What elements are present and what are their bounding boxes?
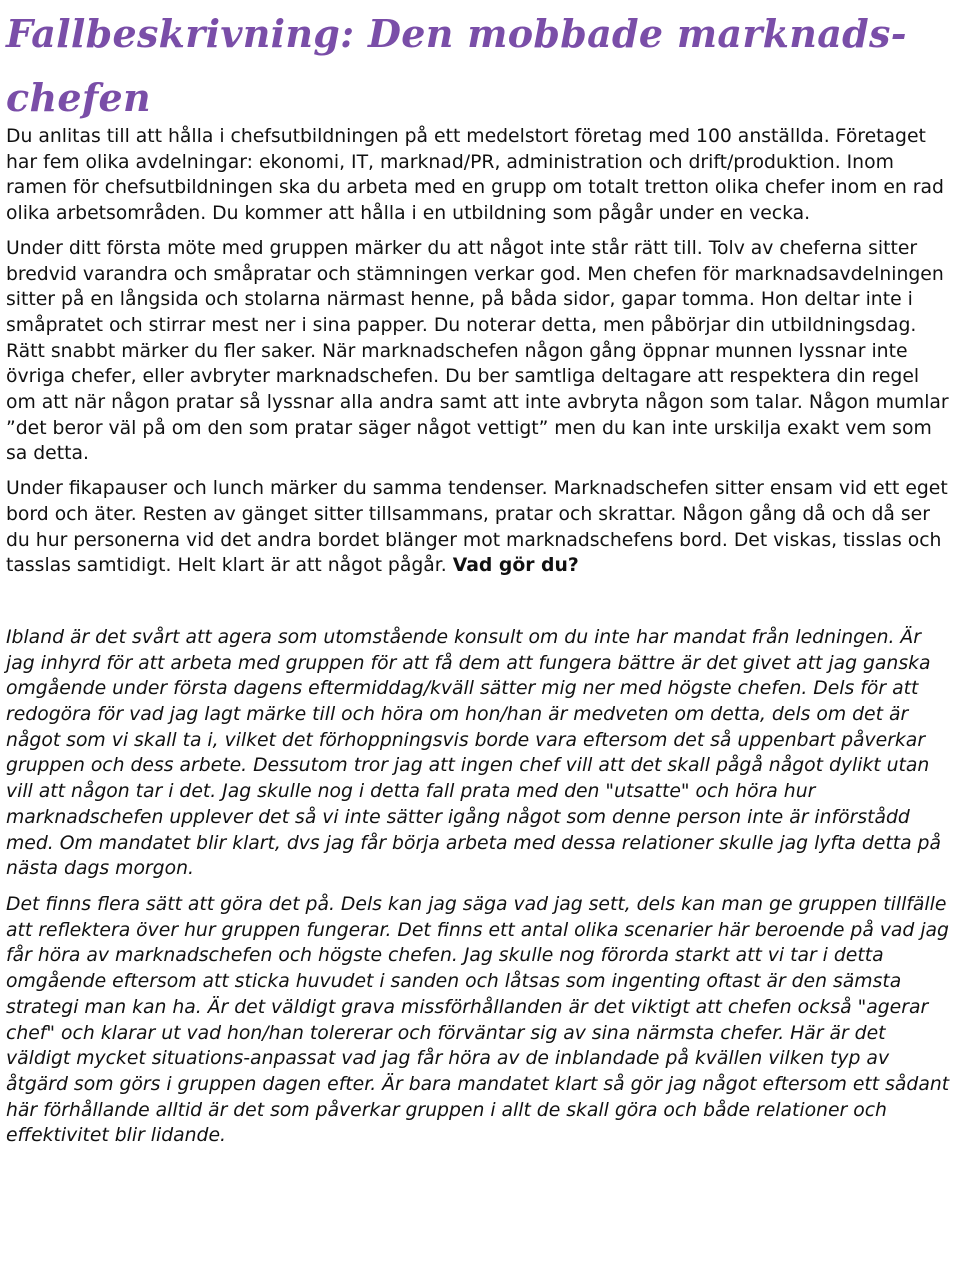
case-paragraph-breaks-text: Under fikapauser och lunch märker du samma tendenser. Marknadschefen sitter ensam vid ett eget bord och äter. Resten av gänget sitter tillsammans, pratar och skrattar. Någon gång då och då ser du hur personerna vid det andra bordet blänger mot marknadschefens bord. Det viskas, tisslas och tasslas samtidigt. Helt klart är att något pågår. <box>6 478 948 577</box>
answer-paragraph-approach: Det finns flera sätt att göra det på. Dels kan jag säga vad jag sett, dels kan man ge gruppen tillfälle att reflektera över hur gruppen fungerar. Det finns ett antal olika scenarier här beroende på vad jag får höra av marknadschefen och högste chefen. Jag skulle nog förorda starkt att vi tar i detta omgående eftersom att sticka huvudet i sanden och låtsas som ingenting oftast är den sämsta strategi man kan ha. Är det väldigt grava missförhållanden är det viktigt att chefen också "agerar chef" och klarar ut vad hon/han tolererar och förväntar sig av sina närmsta chefer. Här är det väldigt mycket situations-anpassat vad jag får höra av de inblandade på kvällen vilken typ av åtgärd som görs i gruppen dagen efter. Är bara mandatet klart så gör jag något eftersom ett sådant här förhållande alltid är det som påverkar gruppen i allt de skall göra och både relationer och effektivitet blir lidande. <box>6 893 950 1147</box>
section-spacer <box>6 579 954 625</box>
answer-paragraph-mandate: Ibland är det svårt att agera som utomstående konsult om du inte har mandat från ledningen. Är jag inhyrd för att arbeta med gruppen för att få dem att fungera bättre är det givet att jag ganska omgående under första dagens eftermiddag/kväll sätter mig ner med högste chefen. Dels för att redogöra för vad jag lagt märke till och höra om hon/han är medveten om detta, dels om det är något som vi skall ta i, vilket det förhoppningsvis borde vara eftersom det så uppenbart påverkar gruppen och dess arbete. Dessutom tror jag att ingen chef vill att det skall pågå något dylikt utan vill att någon tar i det. Jag skulle nog i detta fall prata med den "utsatte" och höra hur marknadschefen upplever det så vi inte sätter igång något som denne person inte är införstådd med. Om mandatet blir klart, dvs jag får börja arbeta med dessa relationer skulle jag lyfta detta på nästa dags morgon. <box>6 626 941 880</box>
case-question: Vad gör du? <box>452 555 579 577</box>
case-description <box>6 124 954 579</box>
case-paragraph-intro: Du anlitas till att hålla i chefsutbildningen på ett medelstort företag med 100 anställda. Företaget har fem olika avdelningar: ekonomi, IT, marknad/PR, administration och drift/produktion. Inom ramen för chefsutbildningen ska du arbeta med en grupp om totalt tretton olika chefer inom en rad olika arbetsområden. Du kommer att hålla i en utbildning som pågår under en vecka. <box>6 126 944 225</box>
case-paragraph-first-meeting: Under ditt första möte med gruppen märker du att något inte står rätt till. Tolv av cheferna sitter bredvid varandra och småpratar och stämningen verkar god. Men chefen för marknadsavdelningen sitter på en långsida och stolarna närmast henne, på båda sidor, gapar tomma. Hon deltar inte i småpratet och stirrar mest ner i sina papper. Du noterar detta, men påbörjar din utbildningsdag. Rätt snabbt märker du fler saker. När marknadschefen någon gång öppnar munnen lyssnar inte övriga chefer, eller avbryter marknadschefen. Du ber samtliga deltagare att respektera din regel om att när någon pratar så lyssnar alla andra samt att inte avbryta någon som talar. Någon mumlar ”det beror väl på om den som pratar säger något vettigt” men du kan inte urskilja exakt vem som sa detta. <box>6 237 949 465</box>
document-title: Fallbeskrivning: Den mobbade marknads-chefen <box>6 11 907 120</box>
case-paragraph-breaks <box>6 476 954 579</box>
answer-section <box>6 625 954 1149</box>
